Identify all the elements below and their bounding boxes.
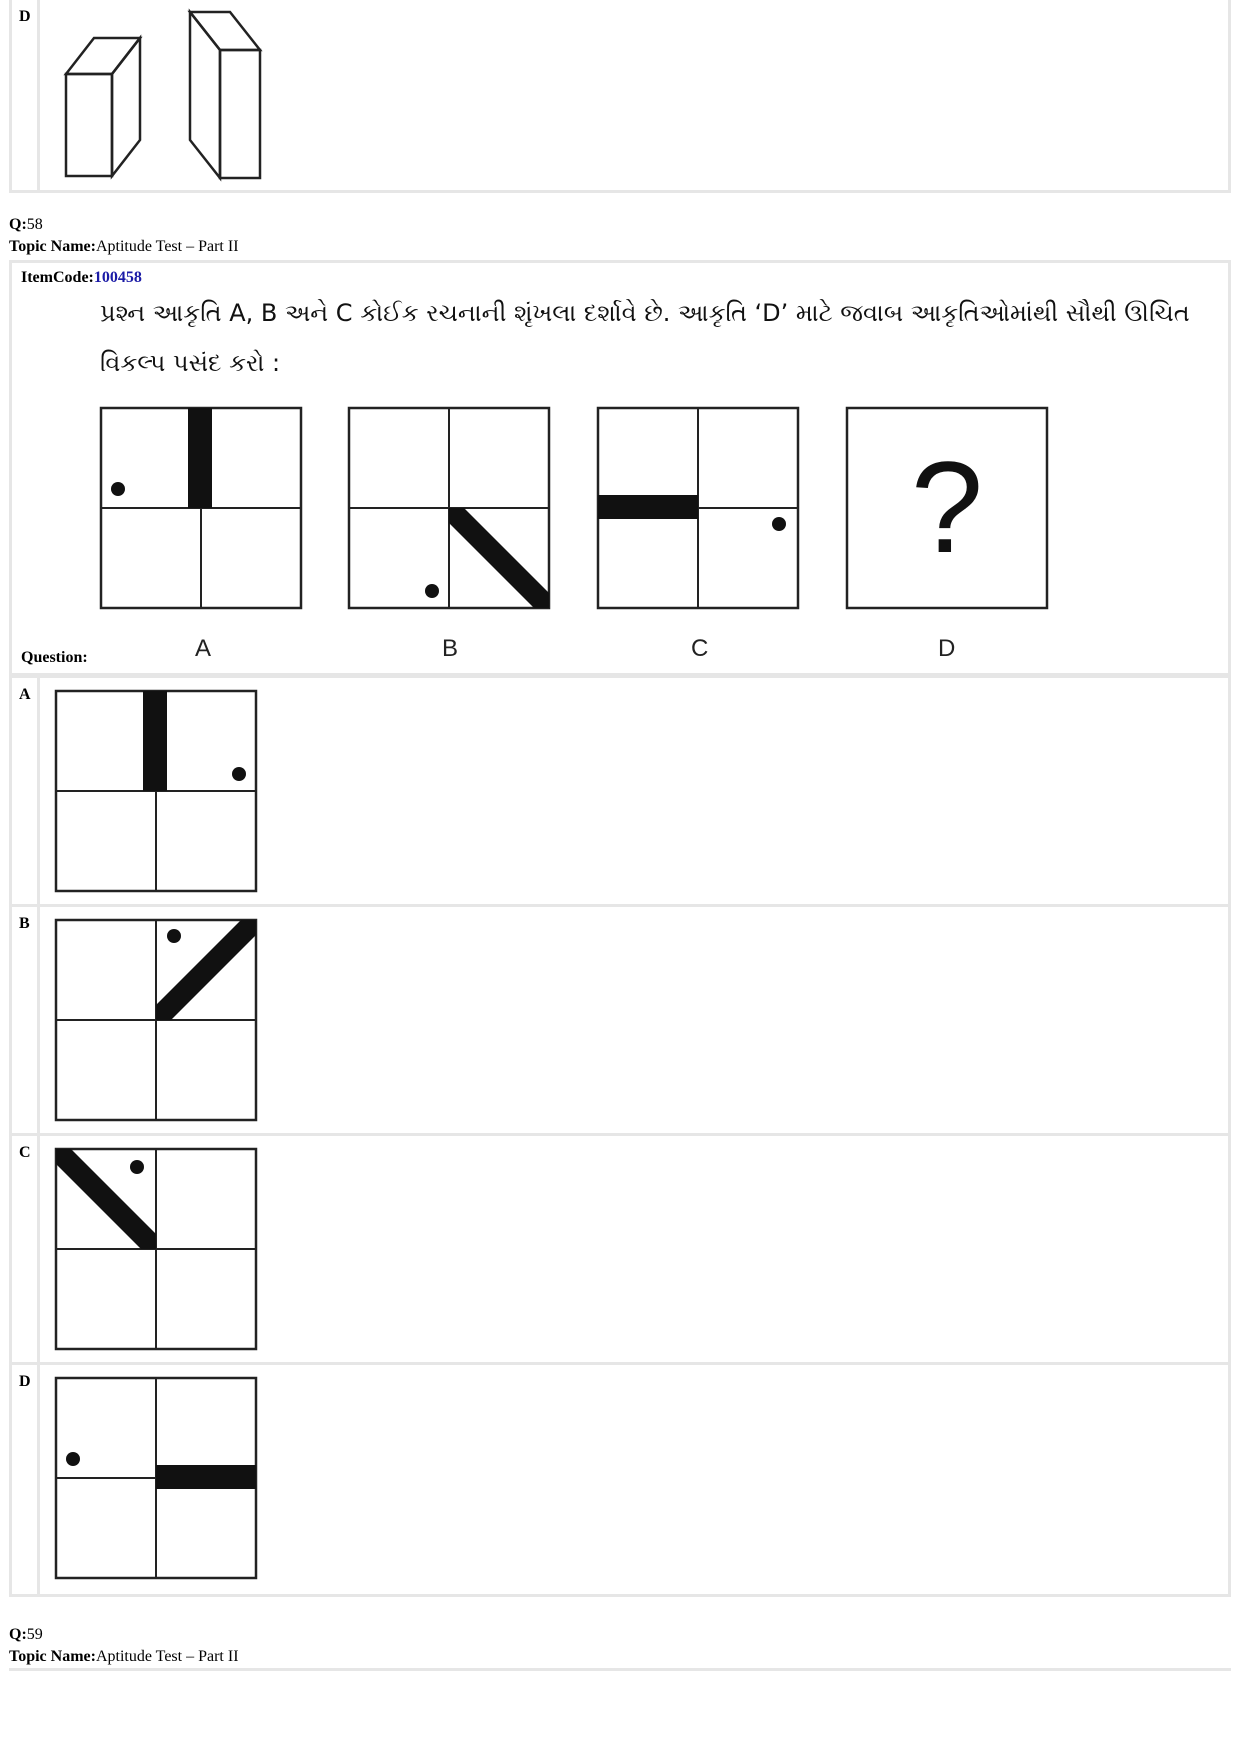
option-row-b[interactable] [12, 907, 1228, 1136]
q-prefix: Q: [9, 1626, 27, 1643]
question-text-line1: પ્રશ્ન આકૃતિ A, B અને C કોઈક રચનાની શૃંખલા દર્શાવે છે. આકૃતિ ‘D’ માટે જવાબ આકૃતિઓમાંથી સૌથી ઊચિત [100, 299, 1190, 327]
q59-topic-line [9, 1646, 239, 1668]
figure-letter-b: B [442, 635, 459, 662]
grid-diagonal-bar-dot-bottom-icon [348, 407, 550, 609]
grid-vertical-bar-dot-right-icon [55, 690, 257, 892]
q58-header [9, 214, 239, 258]
grid-diagonal-bar-dot-top-icon [55, 919, 257, 1121]
q59-box-top-border [9, 1668, 1231, 1671]
topic-value: Aptitude Test – Part II [95, 238, 239, 255]
grid-vertical-bar-dot-left-icon [100, 407, 302, 609]
topic-label: Topic Name: [9, 238, 96, 255]
grid-horizontal-bar-dot-left-icon [55, 1377, 257, 1579]
option-label-d: D [12, 1365, 40, 1594]
option-row-a[interactable] [12, 678, 1228, 907]
option-row-c[interactable] [12, 1136, 1228, 1365]
prev-option-table [9, 0, 1231, 193]
question-mark-glyph: ? [910, 434, 984, 580]
grid-horizontal-bar-dot-right-icon [597, 407, 799, 609]
q59-header [9, 1624, 239, 1668]
topic-label: Topic Name: [9, 1648, 96, 1665]
option-label: D [12, 0, 40, 190]
q-number: 58 [26, 216, 43, 233]
q-number: 59 [26, 1626, 43, 1643]
q-prefix: Q: [9, 216, 27, 233]
q58-number-line [9, 214, 239, 236]
two-cuboids-icon [52, 8, 272, 178]
option-label-c: C [12, 1136, 40, 1362]
option-label-a: A [12, 678, 40, 904]
q58-options-table [9, 675, 1231, 1597]
q58-topic-line [9, 236, 239, 258]
prev-option-row-d[interactable] [12, 0, 1228, 190]
option-label-b: B [12, 907, 40, 1133]
q59-number-line [9, 1624, 239, 1646]
q58-item-box [9, 260, 1231, 676]
question-mark-icon [846, 407, 1048, 609]
grid-diagonal-bar-dot-topleft-icon [55, 1148, 257, 1350]
question-text-line2: વિકલ્પ પસંદ કરો : [100, 349, 281, 377]
figure-letter-d: D [938, 635, 956, 662]
figure-letter-a: A [195, 635, 212, 662]
topic-value: Aptitude Test – Part II [95, 1648, 239, 1665]
question-label: Question: [21, 649, 88, 666]
figure-letter-c: C [691, 635, 709, 662]
itemcode-label: ItemCode: [21, 269, 94, 286]
itemcode-line [21, 269, 142, 287]
itemcode-value: 100458 [93, 269, 142, 286]
option-row-d[interactable] [12, 1365, 1228, 1594]
